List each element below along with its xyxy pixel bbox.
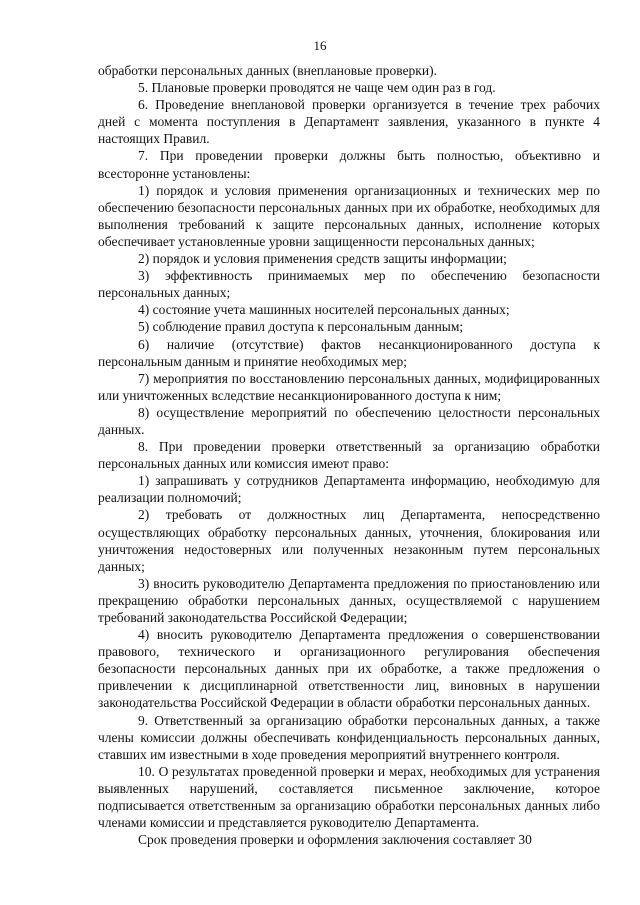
document-body bbox=[98, 62, 600, 848]
paragraph: обработки персональных данных (внеплановые проверки). bbox=[98, 63, 437, 78]
paragraph: Срок проведения проверки и оформления заключения составляет 30 bbox=[138, 832, 532, 848]
paragraph: 8) осуществление мероприятий по обеспечению целостности персональных данных. bbox=[98, 404, 600, 437]
paragraph: 7. При проведении проверки должны быть полностью, объективно и всесторонне установлены: bbox=[98, 148, 600, 181]
paragraph: 8. При проведении проверки ответственный за организацию обработки персональных данных или комиссия имеют право: bbox=[98, 439, 600, 472]
paragraph: 2) порядок и условия применения средств защиты информации; bbox=[138, 251, 507, 267]
paragraph: 6) наличие (отсутствие) фактов несанкционированного доступа к персональным данным и принятие необходимых мер; bbox=[98, 336, 600, 369]
page-number: 16 bbox=[313, 38, 327, 53]
paragraph: 9. Ответственный за организацию обработки персональных данных, а также члены комиссии должны обеспечивать конфиденциальность персональных данных, ставших им известными в ходе проведения мероприятий внутреннего контроля. bbox=[98, 712, 600, 762]
paragraph: 10. О результатах проведенной проверки и мерах, необходимых для устранения выявленных нарушений, составляется письменное заключение, которое подписывается ответственным за организацию обработки персональных данных либо членами комиссии и представляется руководителю Департамента. bbox=[98, 763, 600, 831]
paragraph: 3) эффективность принимаемых мер по обеспечению безопасности персональных данных; bbox=[98, 268, 600, 301]
paragraph: 1) запрашивать у сотрудников Департамента информацию, необходимую для реализации полномочий; bbox=[98, 473, 600, 506]
paragraph: 3) вносить руководителю Департамента предложения по приостановлению или прекращению обработки персональных данных, осуществляемой с нарушением требований законодательства Российской Федерации; bbox=[98, 575, 600, 625]
paragraph: 2) требовать от должностных лиц Департамента, непосредственно осуществляющих обработку персональных данных, уточнения, блокирования или уничтожения недостоверных или полученных незаконным путем персональных данных; bbox=[98, 507, 600, 574]
paragraph: 4) вносить руководителю Департамента предложения о совершенствовании правового, технического и организационного регулирования обеспечения безопасности персональных данных при их обработке, а также предложения о привлечении к дисциплинарной ответственности лиц, виновных в нарушении законодательства Российской Федерации в области обработки персональных данных. bbox=[98, 627, 600, 711]
paragraph: 5. Плановые проверки проводятся не чаще чем один раз в год. bbox=[138, 80, 496, 96]
paragraph: 4) состояние учета машинных носителей персональных данных; bbox=[138, 302, 510, 318]
paragraph: 6. Проведение внеплановой проверки организуется в течение трех рабочих дней с момента поступления в Департамент заявления, указанного в пункте 4 настоящих Правил. bbox=[98, 97, 600, 147]
paragraph: 5) соблюдение правил доступа к персональным данным; bbox=[138, 319, 464, 335]
paragraph: 7) мероприятия по восстановлению персональных данных, модифицированных или уничтоженных вследствие несанкционированного доступа к ним; bbox=[98, 370, 600, 403]
paragraph: 1) порядок и условия применения организационных и технических мер по обеспечению безопасности персональных данных при их обработке, необходимых для выполнения требований к защите персональных данных, исполнение которых обеспечивает установленные уровни защищенности персональных данных; bbox=[98, 182, 600, 249]
